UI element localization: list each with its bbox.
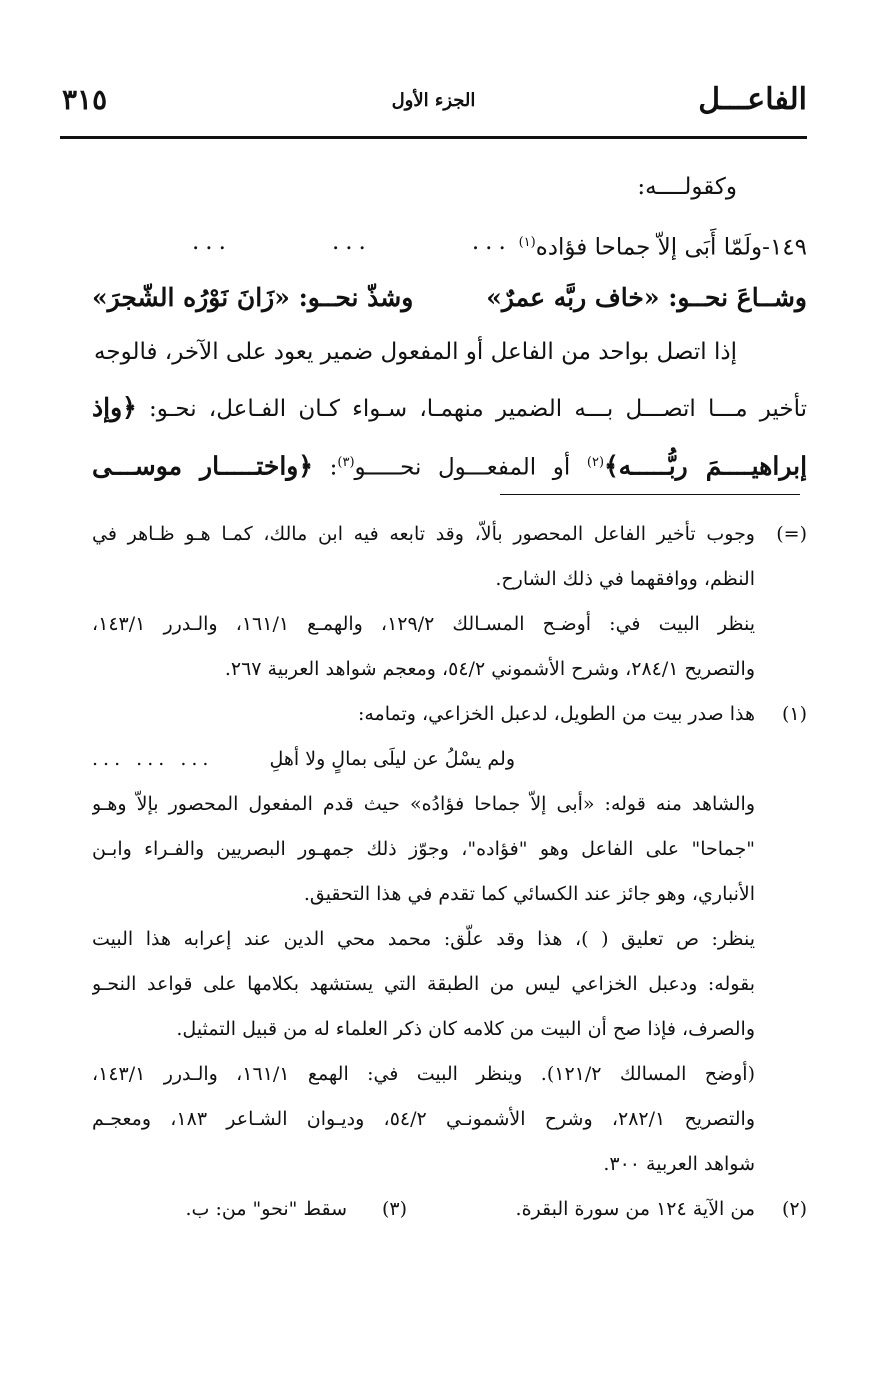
footnote-line: النظم، ووافقهما في ذلك الشارح. [495,568,755,590]
footnote-line: ينظر: ص تعليق ( )، هذا وقد علّق: محمد محي الدين عند إعرابه هذا البيت [92,928,755,950]
footnote-2-text: من الآية ١٢٤ من سورة البقرة. [515,1198,755,1220]
quran-quote-start: ﴿وإذ [92,393,137,422]
footnote-mark: (١) [781,703,807,725]
alfiya-verse-line [92,270,807,325]
quran-quote-end: إبراهيــــمَ ربُّـــــه﴾ [604,451,807,481]
quran-quote-2: ﴿واختـــــار موســـى [92,451,314,481]
footnote-1 [92,692,807,1187]
ellipsis-3: ... [192,229,232,255]
poem-hemistich: ولم يسْلُ عن ليلَى بمالٍ ولا أهلِ [269,748,515,770]
intro-line [92,160,807,215]
verse-hemistich-left: وشذّ نحــو: «زَانَ نَوْرُه الشّجرَ» [92,283,414,312]
footnote-line: والصرف، فإذا صح أن البيت من كلامه كان ذكر العلماء له من قبيل التمثيل. [176,1018,755,1040]
header-rule [60,136,807,139]
footnote-mark: (٢) [781,1198,807,1220]
footnote-mark: (٣) [381,1198,407,1220]
running-header [60,80,807,130]
verse-line [92,215,807,270]
paragraph-text-2: تأخير مـــا اتصـــل بـــه الضمير منهمـا، سـواء كـان الفـاعل، نحـو: [136,396,807,422]
verse-ellipsis [92,215,512,270]
footnote-ref-2: (٢) [586,455,605,470]
part-title: الجزء الأول [391,90,476,111]
footnote-line: الأنباري، وهو جائز عند الكسائي كما تقدم في هذا التحقيق. [303,883,755,905]
ellipsis-2: ... [331,229,372,255]
footnote-line: ينظر البيت في: أوضـح المسـالك ١٢٩/٢، والهمـع ١٦١/١، والـدرر ١٤٣/١، [92,613,755,635]
footnote-line: والتصريح ٢٨٢/١، وشرح الأشمونـي ٥٤/٢، وديـوان الشـاعر ١٨٣، ومعجـم [92,1108,755,1130]
paragraph-line-3 [92,435,807,490]
chapter-title: الفاعـــل [698,82,807,117]
paragraph-line-1 [92,325,807,380]
footnote-line: شواهد العربية ٣٠٠. [603,1153,755,1175]
footnote-separator [500,494,800,495]
paragraph-line-2 [92,380,807,435]
footnote-3-text: سقط "نحو" من: ب. [185,1198,347,1220]
poem-ellipsis: ... ... ... [92,748,214,770]
verse-text: ١٤٩-ولَمّا أَبَى إلاّ جماحا فؤاده [535,234,807,261]
footnote-ref-3: (٣) [337,455,355,470]
footnote-line: وجوب تأخير الفاعل المحصور بألاّ، وقد تابعه فيه ابن مالك، كمـا هـو ظـاهر في [92,523,755,545]
ellipsis-1: ... [471,229,512,255]
paragraph-text-1: إذا اتصل بواحد من الفاعل أو المفعول ضمير يعود على الآخر، فالوجه [94,339,737,365]
footnote-line: (أوضح المسالك ١٢١/٢). وينظر البيت في: الهمع ١٦١/١، والـدرر ١٤٣/١، [92,1063,755,1085]
intro-text: وكقولــــه: [637,174,737,200]
verse-footnote-ref: (١) [518,235,536,250]
main-text [92,160,807,490]
footnotes [92,512,807,1232]
footnote-poem-line [92,737,755,782]
footnote-continued [92,512,807,692]
footnote-line: هذا صدر بيت من الطويل، لدعبل الخزاعي، وتمامه: [357,703,755,725]
footnote-line: "جماحا" على الفاعل وهو "فؤاده"، وجوّز ذلك جمهـور البصريين والفـراء وابـن [92,838,755,860]
colon: : [313,454,338,481]
footnote-line: والشاهد منه قوله: «أبى إلاّ جماحا فؤادُه» حيث قدم المفعول المحصور بإلاّ وهـو [92,793,755,815]
footnote-line: والتصريح ٢٨٤/١، وشرح الأشموني ٥٤/٢، ومعجم شواهد العربية ٢٦٧. [224,658,755,680]
paragraph-text-3: أو المفعـــول نحـــــو [354,454,587,481]
footnote-line: بقوله: ودعبل الخزاعي ليس من الطبقة التي يستشهد بكلامها على قواعد النحـو [92,973,755,995]
footnotes-2-3 [92,1187,807,1232]
footnote-mark: (=) [776,523,807,545]
verse-hemistich-right: وشــاعَ نحــو: «خاف ربَّه عمرٌ» [486,283,807,312]
page-number: ٣١٥ [62,83,108,116]
